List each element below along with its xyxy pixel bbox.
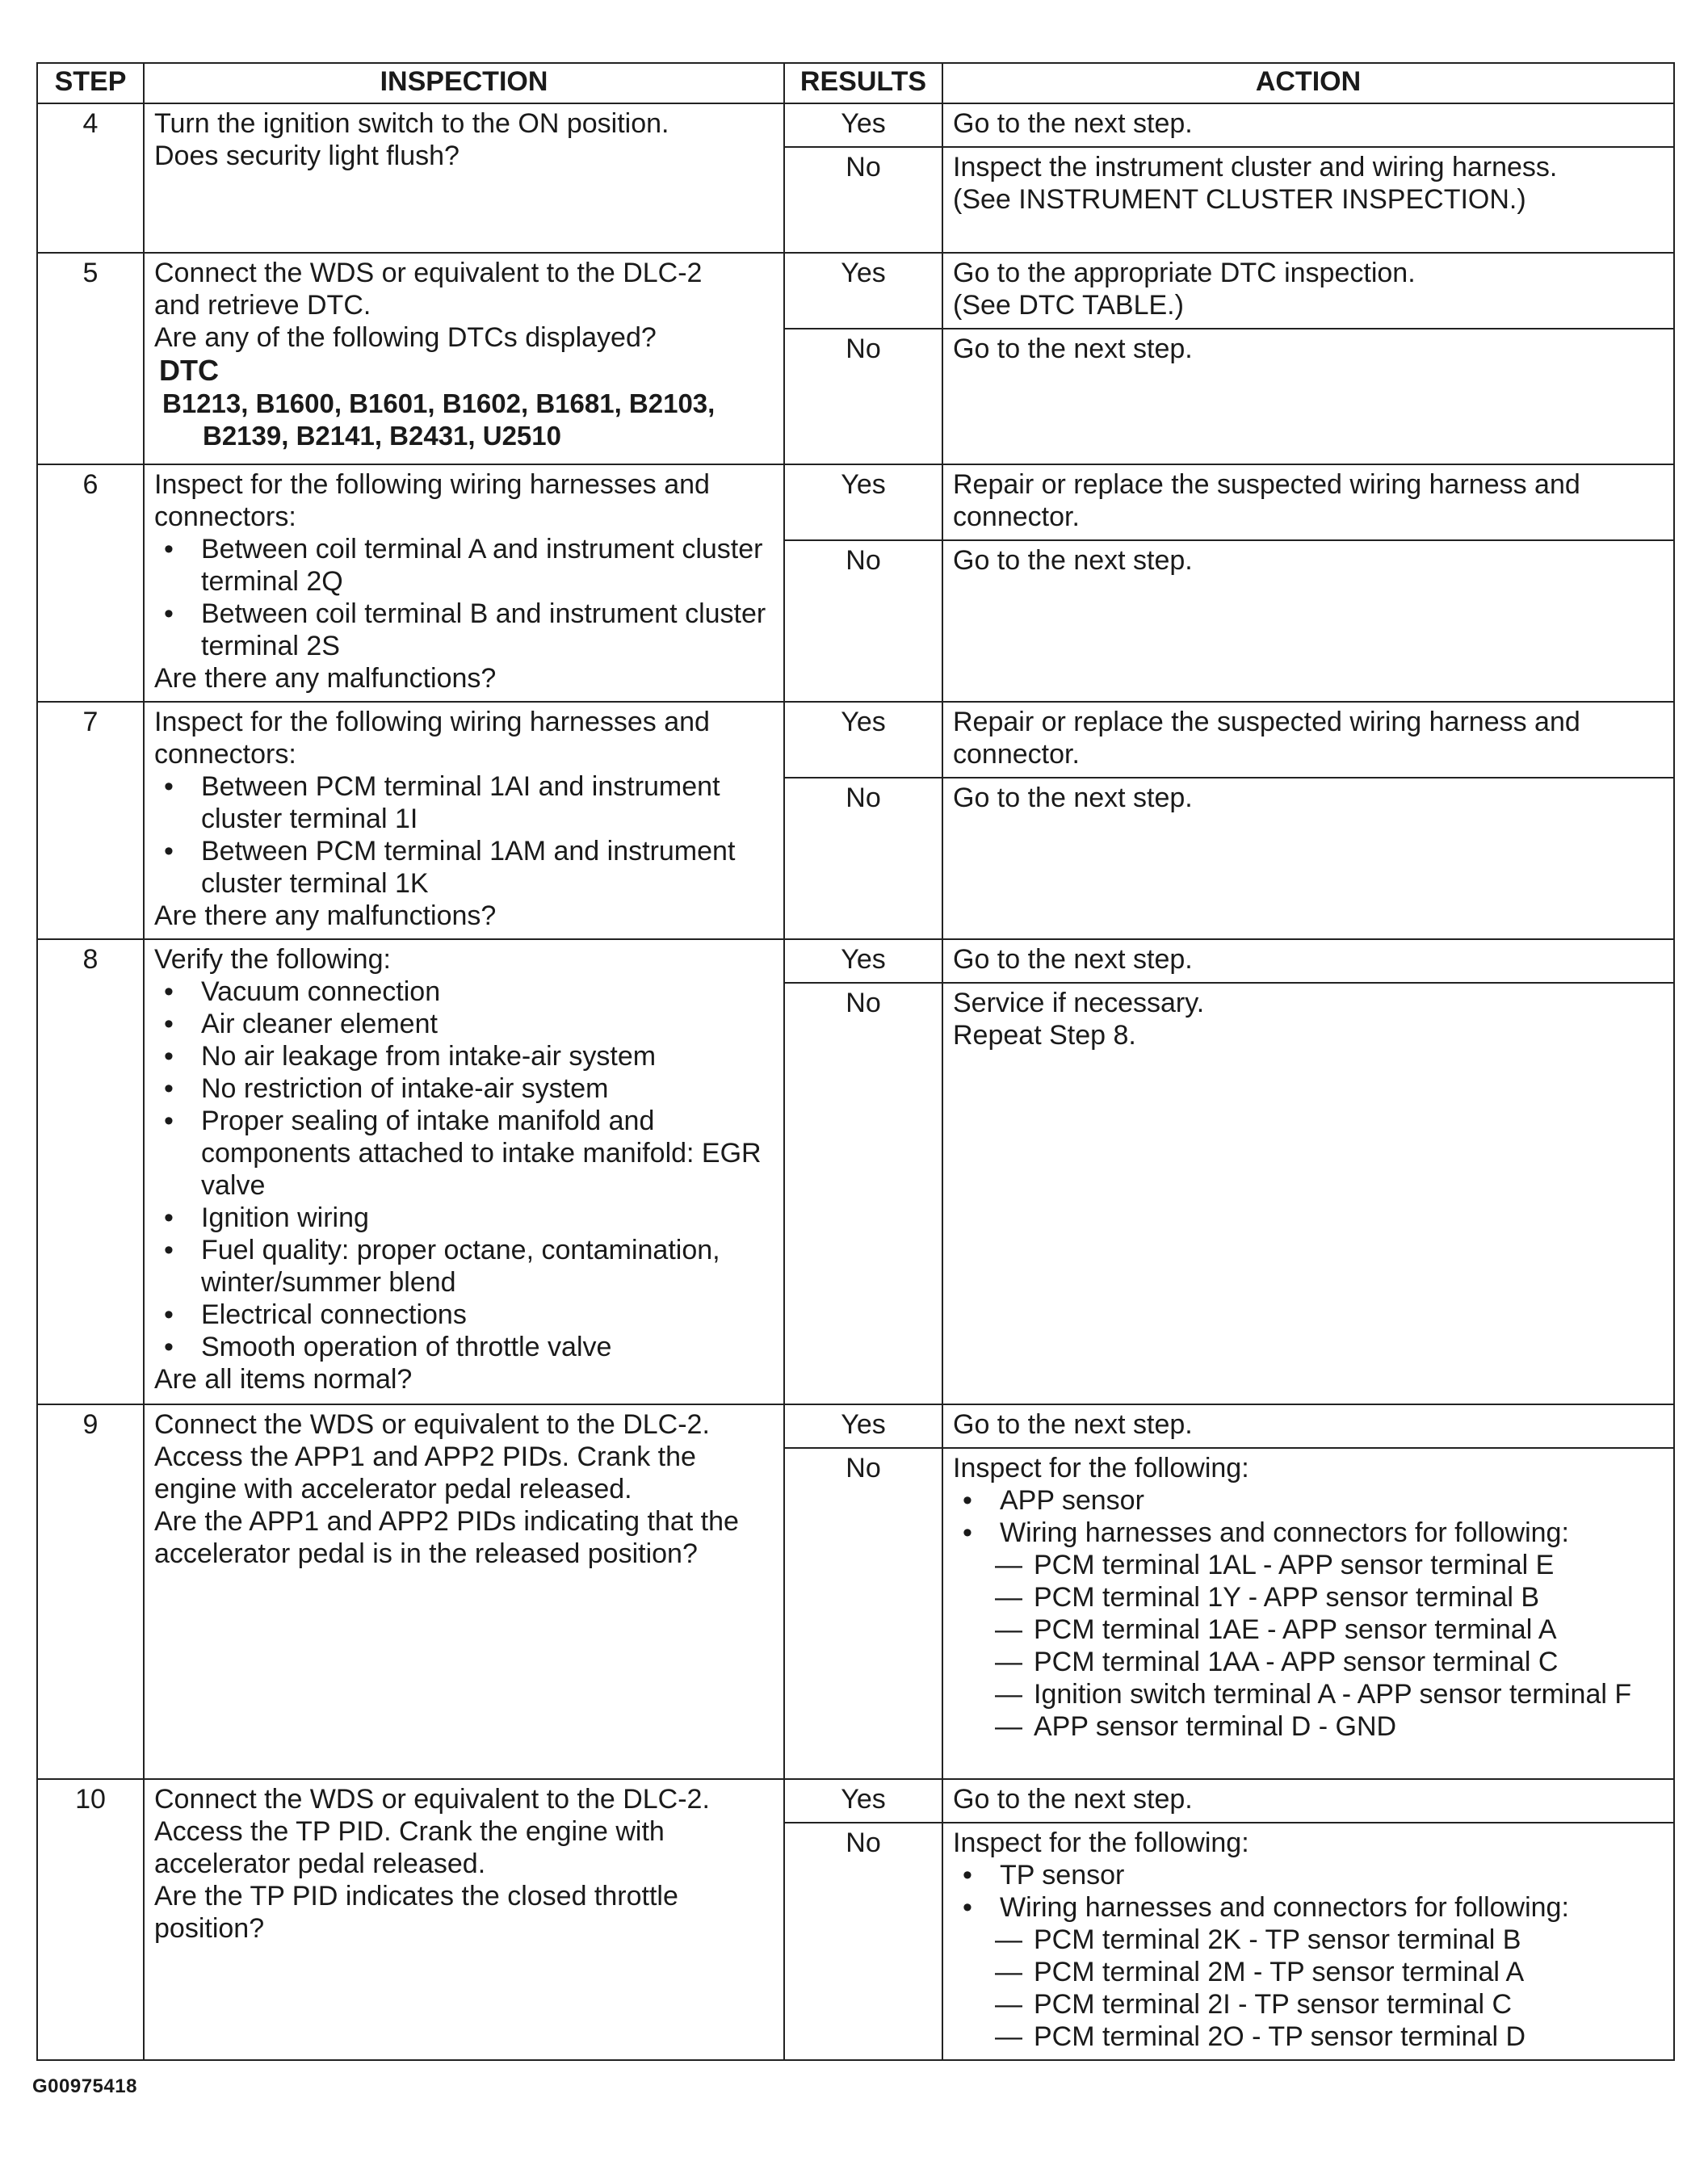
result-yes: Yes xyxy=(784,702,942,778)
result-yes: Yes xyxy=(784,464,942,540)
result-yes: Yes xyxy=(784,253,942,329)
inspection-bullet: • Between coil terminal B and instrument cluster terminal 2S xyxy=(161,598,775,662)
step-9-yes-row xyxy=(37,1404,1674,1448)
action-yes xyxy=(942,464,1674,540)
result-no: No xyxy=(784,1823,942,2060)
action-yes xyxy=(942,1404,1674,1448)
inspection-text: Access the TP PID. Crank the engine with accelerator pedal released. xyxy=(154,1816,665,1879)
header-action: ACTION xyxy=(942,63,1674,103)
inspection-bullet-list xyxy=(154,533,775,662)
action-dash-list xyxy=(953,1924,1665,2053)
action-intro: Inspect for the following: xyxy=(953,1828,1249,1858)
result-yes: Yes xyxy=(784,939,942,983)
action-dash-item: — PCM terminal 2I - TP sensor terminal C xyxy=(995,1988,1665,2021)
inspection-bullet: • Electrical connections xyxy=(161,1299,775,1331)
result-yes: Yes xyxy=(784,103,942,147)
inspection-cell xyxy=(144,939,784,1404)
inspection-bullet: • Between coil terminal A and instrument cluster terminal 2Q xyxy=(161,533,775,598)
inspection-bullet: • Proper sealing of intake manifold and components attached to intake manifold: EGR valve xyxy=(161,1105,775,1202)
inspection-text: Connect the WDS or equivalent to the DLC-2. xyxy=(154,1784,710,1815)
result-no: No xyxy=(784,147,942,253)
inspection-text: Connect the WDS or equivalent to the DLC-2. xyxy=(154,1409,710,1440)
inspection-question: Are there any malfunctions? xyxy=(154,663,497,694)
action-dash-item: — PCM terminal 2K - TP sensor terminal B xyxy=(995,1924,1665,1956)
result-no: No xyxy=(784,1448,942,1779)
step-5-yes-row xyxy=(37,253,1674,329)
action-text: Go to the next step. xyxy=(953,944,1193,975)
inspection-bullet: • No restriction of intake-air system xyxy=(161,1072,775,1105)
action-bullet: • TP sensor xyxy=(959,1859,1665,1891)
inspection-intro: Inspect for the following wiring harnesses and connectors: xyxy=(154,707,710,770)
inspection-question: Are all items normal? xyxy=(154,1364,413,1395)
step-number: 9 xyxy=(37,1404,144,1779)
action-no xyxy=(942,329,1674,464)
action-yes xyxy=(942,702,1674,778)
action-yes xyxy=(942,103,1674,147)
action-dash-item: — Ignition switch terminal A - APP sensor terminal F xyxy=(995,1678,1665,1710)
step-number: 10 xyxy=(37,1779,144,2060)
dtc-label: DTC xyxy=(159,354,219,387)
inspection-bullet-list xyxy=(154,976,775,1363)
step-4-yes-row xyxy=(37,103,1674,147)
action-reference: (See INSTRUMENT CLUSTER INSPECTION.) xyxy=(953,184,1526,215)
action-dash-list xyxy=(953,1549,1665,1743)
step-number: 7 xyxy=(37,702,144,939)
result-no: No xyxy=(784,778,942,939)
step-number: 6 xyxy=(37,464,144,702)
inspection-intro: Inspect for the following wiring harnesses and connectors: xyxy=(154,469,710,532)
action-no xyxy=(942,1823,1674,2060)
result-no: No xyxy=(784,983,942,1404)
header-step: STEP xyxy=(37,63,144,103)
inspection-bullet: • No air leakage from intake-air system xyxy=(161,1040,775,1072)
inspection-intro: Verify the following: xyxy=(154,944,391,975)
inspection-bullet-list xyxy=(154,770,775,900)
inspection-cell xyxy=(144,464,784,702)
inspection-bullet: • Fuel quality: proper octane, contamination, winter/summer blend xyxy=(161,1234,775,1299)
action-yes xyxy=(942,1779,1674,1823)
action-bullet-list xyxy=(953,1484,1665,1549)
action-dash-item: — PCM terminal 2M - TP sensor terminal A xyxy=(995,1956,1665,1988)
header-row xyxy=(37,63,1674,103)
diagnostic-page xyxy=(36,62,1673,2061)
inspection-text: Access the APP1 and APP2 PIDs. Crank the engine with accelerator pedal released. xyxy=(154,1441,696,1504)
inspection-question: Are any of the following DTCs displayed? xyxy=(154,322,657,353)
step-8-yes-row xyxy=(37,939,1674,983)
inspection-question: Are the TP PID indicates the closed throttle position? xyxy=(154,1881,678,1944)
inspection-bullet: • Vacuum connection xyxy=(161,976,775,1008)
dtc-codes-line: B1213, B1600, B1601, B1602, B1681, B2103, xyxy=(162,388,716,418)
inspection-cell xyxy=(144,253,784,464)
action-dash-item: — PCM terminal 1AL - APP sensor terminal E xyxy=(995,1549,1665,1581)
action-text: Repair or replace the suspected wiring harness and connector. xyxy=(953,707,1580,770)
inspection-bullet: • Smooth operation of throttle valve xyxy=(161,1331,775,1363)
action-text: Go to the next step. xyxy=(953,1409,1193,1440)
action-dash-item: — APP sensor terminal D - GND xyxy=(995,1710,1665,1743)
step-number: 4 xyxy=(37,103,144,253)
inspection-cell xyxy=(144,1779,784,2060)
inspection-bullet: • Air cleaner element xyxy=(161,1008,775,1040)
action-no xyxy=(942,1448,1674,1779)
inspection-bullet: • Ignition wiring xyxy=(161,1202,775,1234)
result-no: No xyxy=(784,329,942,464)
action-text: Go to the next step. xyxy=(953,108,1193,139)
step-number: 5 xyxy=(37,253,144,464)
inspection-cell xyxy=(144,1404,784,1779)
dtc-codes xyxy=(154,388,775,452)
inspection-text: and retrieve DTC. xyxy=(154,290,371,321)
action-text: Go to the next step. xyxy=(953,783,1193,813)
figure-code: G00975418 xyxy=(32,2075,137,2097)
action-text: Repair or replace the suspected wiring harness and connector. xyxy=(953,469,1580,532)
step-7-yes-row xyxy=(37,702,1674,778)
inspection-bullet: • Between PCM terminal 1AM and instrument cluster terminal 1K xyxy=(161,835,775,900)
inspection-cell xyxy=(144,103,784,253)
action-yes xyxy=(942,939,1674,983)
inspection-cell xyxy=(144,702,784,939)
header-inspection: INSPECTION xyxy=(144,63,784,103)
action-yes xyxy=(942,253,1674,329)
action-text: Repeat Step 8. xyxy=(953,1020,1136,1051)
step-6-yes-row xyxy=(37,464,1674,540)
action-bullet-text: Wiring harnesses and connectors for following: xyxy=(1000,1517,1569,1548)
action-dash-item: — PCM terminal 1Y - APP sensor terminal B xyxy=(995,1581,1665,1614)
inspection-question: Are the APP1 and APP2 PIDs indicating that the accelerator pedal is in the released position? xyxy=(154,1506,739,1569)
step-number: 8 xyxy=(37,939,144,1404)
action-bullet: • APP sensor xyxy=(959,1484,1665,1517)
inspection-question: Are there any malfunctions? xyxy=(154,900,497,931)
header-results: RESULTS xyxy=(784,63,942,103)
action-no xyxy=(942,983,1674,1404)
action-text: Go to the next step. xyxy=(953,334,1193,364)
action-bullet-text: Wiring harnesses and connectors for following: xyxy=(1000,1892,1569,1923)
action-reference: (See DTC TABLE.) xyxy=(953,290,1184,321)
inspection-text: Turn the ignition switch to the ON position. xyxy=(154,108,669,139)
action-text: Go to the next step. xyxy=(953,545,1193,576)
dtc-codes-line: B2139, B2141, B2431, U2510 xyxy=(203,421,561,451)
action-no xyxy=(942,778,1674,939)
action-text: Go to the next step. xyxy=(953,1784,1193,1815)
inspection-text: Connect the WDS or equivalent to the DLC-2 xyxy=(154,258,703,288)
diagnostic-table xyxy=(36,62,1675,2061)
action-dash-item: — PCM terminal 2O - TP sensor terminal D xyxy=(995,2021,1665,2053)
action-text: Service if necessary. xyxy=(953,988,1205,1018)
action-dash-item: — PCM terminal 1AE - APP sensor terminal A xyxy=(995,1614,1665,1646)
action-text: Inspect the instrument cluster and wiring harness. xyxy=(953,152,1558,183)
action-dash-item: — PCM terminal 1AA - APP sensor terminal C xyxy=(995,1646,1665,1678)
step-10-yes-row xyxy=(37,1779,1674,1823)
action-bullet xyxy=(959,1891,1665,1924)
inspection-bullet: • Between PCM terminal 1AI and instrument cluster terminal 1I xyxy=(161,770,775,835)
inspection-question: Does security light flush? xyxy=(154,141,460,171)
action-intro: Inspect for the following: xyxy=(953,1453,1249,1483)
result-yes: Yes xyxy=(784,1404,942,1448)
action-bullet-list xyxy=(953,1859,1665,1924)
action-no xyxy=(942,540,1674,702)
result-no: No xyxy=(784,540,942,702)
result-yes: Yes xyxy=(784,1779,942,1823)
action-text: Go to the appropriate DTC inspection. xyxy=(953,258,1416,288)
action-bullet xyxy=(959,1517,1665,1549)
action-no xyxy=(942,147,1674,253)
